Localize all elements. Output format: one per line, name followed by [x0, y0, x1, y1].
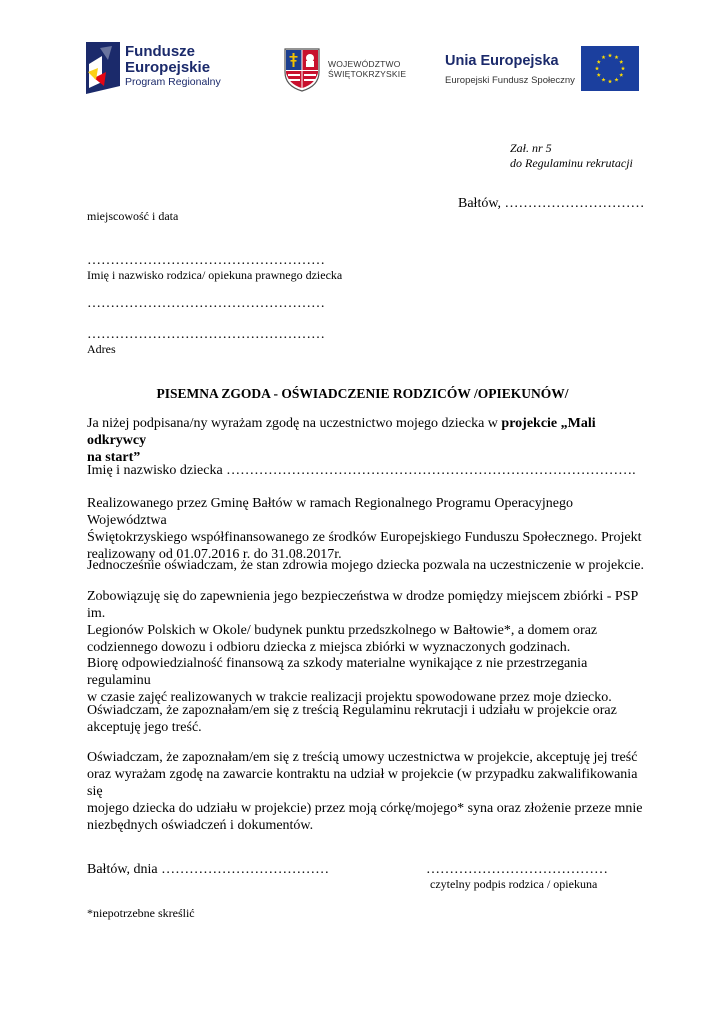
fe-line3: Program Regionalny — [125, 76, 221, 88]
eu-flag-icon — [581, 46, 639, 91]
project-name-part1: projekcie „Mali odkrywcy — [87, 416, 596, 448]
footnote: *niepotrzebne skreślić — [87, 906, 195, 920]
annex-line2: do Regulaminu rekrutacji — [510, 156, 633, 170]
paragraph-liability — [87, 655, 647, 706]
paragraph-safety — [87, 588, 647, 656]
unia-europejska-text — [445, 54, 575, 85]
address-dots-2: …………………………………………… — [87, 327, 325, 342]
wojewodztwo-text — [328, 59, 406, 79]
p5-line1: Oświadczam, że zapoznałam/em się z treścią Regulaminu rekrutacji i udziału w projekcie oraz — [87, 703, 617, 718]
fe-line1: Fundusze — [125, 43, 195, 60]
p6-line3: mojego dziecka do udziału w projekcie) przez moją córkę/mojego* syna oraz złożenie przeze mnie — [87, 801, 643, 816]
signature-label: czytelny podpis rodzica / opiekuna — [430, 877, 598, 891]
p4-line1: Biorę odpowiedzialność finansową za szkody materialne wynikające z nie przestrzegania regulaminu — [87, 656, 588, 688]
p6-line4: niezbędnych oświadczeń i dokumentów. — [87, 818, 314, 833]
signature-dots: ………………………………… — [426, 862, 608, 877]
p4-line2: w czasie zajęć realizowanych w trakcie realizacji projektu spowodowane przez moje dziecko. — [87, 690, 612, 705]
place-date-value: Bałtów, ………………………… — [458, 196, 645, 211]
ue-line2: Europejski Fundusz Społeczny — [445, 74, 575, 86]
p1-line2: Świętokrzyskiego współfinansowanego ze środków Europejskiego Funduszu Społecznego. Projekt — [87, 530, 642, 545]
consent-statement — [87, 415, 647, 466]
paragraph-regulations — [87, 702, 647, 736]
ws-line1: WOJEWÓDZTWO — [328, 59, 401, 69]
p1-line1: Realizowanego przez Gminę Bałtów w ramach Regionalnego Programu Operacyjnego Województwa — [87, 496, 573, 528]
fe-line2: Europejskie — [125, 59, 211, 76]
p3-line1: Zobowiązuję się do zapewnienia jego bezpieczeństwa w drodze pomiędzy miejscem zbiórki - PSP im. — [87, 589, 638, 621]
project-name-part2: na start” — [87, 450, 141, 465]
paragraph-health: Jednocześnie oświadczam, że stan zdrowia mojego dziecka pozwala na uczestniczenie w projekcie. — [87, 558, 645, 573]
address-dots-1: …………………………………………… — [87, 296, 325, 311]
date-line: Bałtów, dnia ……………………………… — [87, 862, 330, 877]
fundusze-europejskie-text — [125, 44, 221, 88]
address-label: Adres — [87, 342, 116, 356]
document-title: PISEMNA ZGODA - OŚWIADCZENIE RODZICÓW /OPIEKUNÓW/ — [156, 386, 569, 401]
p6-line1: Oświadczam, że zapoznałam/em się z treścią umowy uczestnictwa w projekcie, akceptuję jej treść — [87, 750, 638, 765]
ws-line2: ŚWIĘTOKRZYSKIE — [328, 69, 407, 79]
parent-name-dots: …………………………………………… — [87, 253, 325, 268]
p5-line2: akceptuję jego treść. — [87, 720, 202, 735]
parent-name-label: Imię i nazwisko rodzica/ opiekuna prawnego dziecka — [87, 268, 343, 282]
child-name-line: Imię i nazwisko dziecka ……………………………………………………………………………. — [87, 463, 636, 478]
paragraph-project-info — [87, 495, 647, 563]
annex-note — [510, 141, 633, 171]
consent-prefix: Ja niżej podpisana/ny wyrażam zgodę na uczestnictwo mojego dziecka w — [87, 416, 502, 431]
annex-line1: Zał. nr 5 — [510, 141, 552, 155]
p6-line2: oraz wyrażam zgodę na zawarcie kontraktu na udział w projekcie (w przypadku zakwalifikowania się — [87, 767, 638, 799]
consent-line1 — [87, 415, 647, 449]
place-date-label: miejscowość i data — [87, 209, 179, 223]
wojewodztwo-coat-of-arms — [284, 48, 320, 92]
ue-line1: Unia Europejska — [445, 53, 559, 69]
paragraph-agreement — [87, 749, 647, 834]
p3-line2: Legionów Polskich w Okole/ budynek punktu przedszkolnego w Bałtowie*, a domem oraz — [87, 623, 598, 638]
p1-line3: realizowany od 01.07.2016 r. do 31.08.2017r. — [87, 547, 342, 562]
p3-line3: codziennego dowozu i odbioru dziecka z miejsca zbiórki w wyznaczonych godzinach. — [87, 640, 571, 655]
